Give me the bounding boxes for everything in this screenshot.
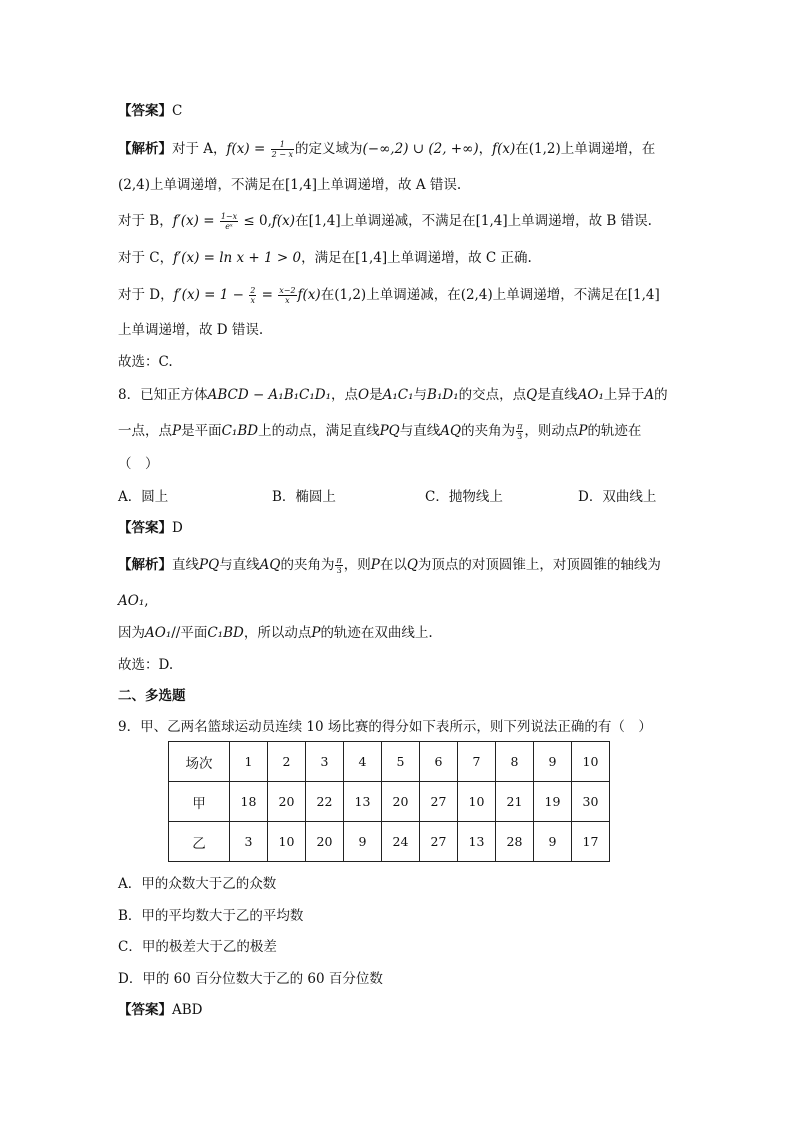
fraction [249,286,256,305]
table-cell: 20 [268,782,306,822]
answer-label: 【答案】 [118,520,172,536]
answer-label: 【答案】 [118,103,172,119]
table-header-cell: 场次 [169,742,230,782]
table-cell: 10 [268,822,306,862]
numerator: π [517,422,523,431]
text: ，则动点 [524,423,579,439]
q9-option-c: C．甲的极差大于乙的极差 [118,939,277,955]
q9-option-d: D．甲的 60 百分位数大于乙的 60 百分位数 [118,971,383,987]
text: 在 [295,213,309,229]
option-a: A．圆上 [118,489,169,505]
table-cell: 28 [496,822,534,862]
score-table [168,741,610,862]
analysis-line-1 [118,139,655,159]
section-heading: 二、多选题 [118,688,186,704]
math: AQ [440,423,462,439]
table-cell: 27 [420,822,458,862]
analysis-8-line-2 [118,591,149,611]
numerator: 1 [271,140,294,150]
numerator: 2 [250,286,256,295]
math: (2,4) [460,287,493,303]
fraction [271,140,294,159]
math: P [370,557,380,573]
text: 上单调递增，故 A 错误. [317,177,462,193]
text: 8．已知正方体 [118,387,208,403]
text: 上的动点，满足直线 [258,423,380,439]
text: 与 [413,387,428,403]
answer-value: C [172,103,183,119]
math: f(x) [297,287,321,303]
table-header-cell: 10 [572,742,610,782]
math: f(x) = [226,141,270,157]
text: 的交点，点 [458,387,527,403]
denominator: x [285,296,290,305]
table-cell: 21 [496,782,534,822]
table-cell: 30 [572,782,610,822]
answer-line [118,101,182,121]
denominator: 3 [517,432,523,441]
text: 的轨迹在 [587,423,642,439]
answer-label: 【答案】 [118,1002,172,1018]
table-header-cell: 1 [230,742,268,782]
option-d: D．双曲线上 [578,489,657,505]
math: AO₁ [118,593,145,609]
text: 上单调递增，故 C 正确. [387,250,532,266]
math: P [311,625,321,641]
analysis-8-line-3 [118,623,433,643]
math: [1,4] [285,177,318,193]
option-b: B．椭圆上 [272,489,336,505]
text: 是平面 [181,423,222,439]
text: （ ） [118,456,159,472]
math: f′(x) = 1 − [173,287,249,303]
table-row [169,822,610,862]
table-header-cell: 5 [382,742,420,782]
text: 的定义域为 [294,141,363,157]
text: ， [478,141,493,157]
table-cell: 18 [230,782,268,822]
table-header-cell: 9 [534,742,572,782]
math: AO₁ [577,387,604,403]
math: = [257,287,278,303]
text: 上单调递增，不满足在 [492,287,628,303]
table-cell: 13 [458,822,496,862]
question-8-line-3 [118,454,159,474]
text: 是直线 [537,387,578,403]
math: A [644,387,655,403]
analysis-line-3 [118,211,652,231]
answer-line [118,518,183,538]
text: 的 [654,387,668,403]
table-cell: 3 [230,822,268,862]
text: 上单调递增，在 [560,141,656,157]
text: 因为 [118,625,145,641]
math: Q [406,557,418,573]
q9-option-b: B．甲的平均数大于乙的平均数 [118,908,304,924]
conclusion-line [118,655,173,675]
analysis-line-2 [118,175,461,195]
math: (1,2) [528,141,561,157]
table-cell: 甲 [169,782,230,822]
analysis-line-5 [118,285,660,305]
text: 为顶点的对顶圆锥上，对顶圆锥的轴线为 [417,557,661,573]
text: 平面 [180,625,208,641]
math: ABCD − A₁B₁C₁D₁ [207,387,332,403]
math: (1,2) [334,287,367,303]
table-cell: 9 [344,822,382,862]
text: 在以 [379,557,407,573]
table-cell: 13 [344,782,382,822]
math: C₁BD [221,423,259,439]
text: 的夹角为 [461,423,516,439]
text: 对于 B， [118,213,173,229]
math: [1,4] [308,213,341,229]
table-cell: 19 [534,782,572,822]
q9-option-a: A．甲的众数大于乙的众数 [118,876,277,892]
math: (2,4) [118,177,151,193]
math: f(x) [492,141,516,157]
question-9-stem: 9．甲、乙两名篮球运动员连续 10 场比赛的得分如下表所示，则下列说法正确的有（ ） [118,719,652,735]
math: (−∞,2) ∪ (2, +∞) [362,141,479,157]
table-cell: 10 [458,782,496,822]
denominator: x [250,296,256,305]
text: 上单调递减，不满足在 [340,213,476,229]
text: 对于 C， [118,250,174,266]
text: 是 [369,387,383,403]
math: // [171,625,181,641]
text: 上单调递减，在 [366,287,461,303]
table-cell: 20 [306,822,344,862]
answer-value: ABD [172,1002,203,1018]
table-cell: 20 [382,782,420,822]
math: P [172,423,182,439]
answer-line [118,1000,203,1020]
text: ，所以动点 [243,625,312,641]
text: 的夹角为 [280,557,335,573]
text: ，点 [331,387,359,403]
text: 故选：C. [118,354,173,370]
text: 在 [515,141,529,157]
numerator: 1−x [220,212,238,221]
fraction [516,422,523,441]
text: 与直线 [219,557,260,573]
fraction [335,556,342,575]
table-row [169,742,610,782]
numerator: x−2 [279,286,296,295]
text: 在 [320,287,335,303]
text: , [144,593,149,609]
table-header-cell: 3 [306,742,344,782]
math: PQ [199,557,220,573]
table-header-cell: 6 [420,742,458,782]
table-cell: 9 [534,822,572,862]
text: 故选：D. [118,657,174,673]
text: 上单调递增，故 D 错误. [118,322,264,338]
numerator: π [336,556,342,565]
text: 的轨迹在双曲线上. [320,625,433,641]
math: f(x) [271,213,296,229]
text: ，满足在 [301,250,356,266]
table-row [169,782,610,822]
table-cell: 24 [382,822,420,862]
math: f′(x) = [172,213,219,229]
text: 对于 A， [172,141,227,157]
analysis-label: 【解析】 [118,557,172,573]
table-cell: 乙 [169,822,230,862]
table-cell: 27 [420,782,458,822]
math: O [358,387,370,403]
math: C₁BD [207,625,244,641]
math: [1,4] [475,213,508,229]
fraction [220,212,238,231]
math: PQ [379,423,400,439]
table-cell: 22 [306,782,344,822]
table-header-cell: 2 [268,742,306,782]
analysis-label: 【解析】 [118,141,172,157]
table-header-cell: 8 [496,742,534,782]
denominator: 3 [336,566,342,575]
table-header-cell: 4 [344,742,382,782]
denominator: eˣ [225,222,233,231]
analysis-line-6 [118,320,263,340]
math: f′(x) = ln x + 1 > 0 [173,250,302,266]
math: A₁C₁ [382,387,414,403]
text: 对于 D， [118,287,174,303]
denominator: 2 − x [271,150,293,159]
answer-value: D [172,520,183,536]
text: ，则 [343,557,371,573]
table-cell: 17 [572,822,610,862]
text: 上单调递增，不满足在 [150,177,286,193]
text: 直线 [172,557,199,573]
math: [1,4] [355,250,388,266]
question-8-line-1 [118,385,668,405]
table-header-cell: 7 [458,742,496,782]
text: 与直线 [399,423,441,439]
math: AO₁ [145,625,172,641]
math: P [578,423,588,439]
math: B₁D₁ [427,387,459,403]
fraction [278,286,296,305]
analysis-line-4 [118,248,532,268]
text: 上异于 [603,387,645,403]
option-c: C．抛物线上 [425,489,503,505]
question-8-line-2 [118,421,641,441]
conclusion-line [118,352,173,372]
text: 上单调递增，故 B 错误. [507,213,652,229]
text: 一点，点 [118,423,172,439]
analysis-8-line-1 [118,555,661,575]
math: [1,4] [627,287,660,303]
math: ≤ 0, [239,213,272,229]
math: Q [526,387,538,403]
math: AQ [259,557,281,573]
